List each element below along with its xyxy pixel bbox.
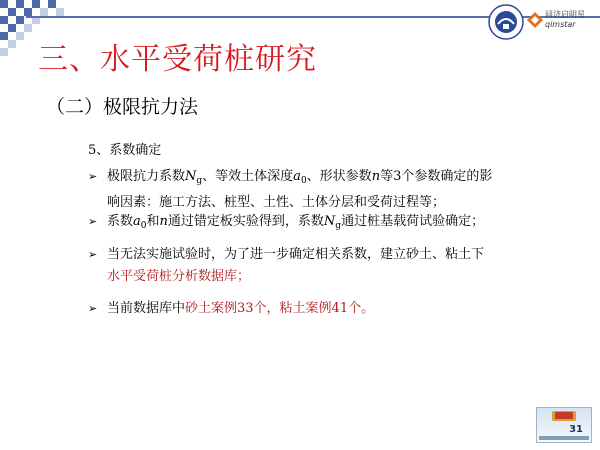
bullet-line <box>107 244 558 266</box>
text-run: 通过桩基载荷试验确定； <box>341 214 485 229</box>
firm-name-cn: 同济启明星 <box>545 10 585 19</box>
page-number-box <box>536 407 592 443</box>
text-run: 当无法实施试验时，为了进一步确定相关系数，建立砂土、粘土下 <box>107 247 485 262</box>
arrow-bullet-icon: ➢ <box>88 302 98 315</box>
bullet-line <box>107 166 558 192</box>
text-run: 水平受荷桩分析数据库； <box>107 269 251 284</box>
text-run: a <box>133 214 141 229</box>
bullet-item <box>88 166 558 214</box>
text-run: 当前数据库中 <box>107 301 186 316</box>
footer-strip <box>539 436 589 440</box>
footer-badge <box>552 411 576 421</box>
firm-name-en: qimstar <box>545 20 576 29</box>
firm-logo <box>527 6 597 36</box>
text-run: a <box>293 169 301 184</box>
star-logo-icon <box>527 12 543 28</box>
page-number: 31 <box>569 424 583 435</box>
bullet-line <box>107 211 558 237</box>
bullet-item <box>88 298 558 320</box>
text-run: 0 <box>300 176 307 186</box>
bullet-line <box>107 266 558 288</box>
text-run: 极限抗力系数 <box>107 169 186 184</box>
bullet-text <box>107 298 558 320</box>
text-run: g <box>335 221 342 231</box>
text-run: 、等效土体深度 <box>202 169 294 184</box>
slide-subtitle: （二）极限抗力法 <box>46 96 199 118</box>
text-run: g <box>196 176 203 186</box>
text-run: N <box>323 214 336 229</box>
text-run: 和 <box>146 214 160 229</box>
text-run: n <box>159 214 168 229</box>
arrow-bullet-icon: ➢ <box>88 215 98 228</box>
section-heading: 5、系数确定 <box>88 143 162 158</box>
bullet-item <box>88 244 558 288</box>
bullet-item <box>88 211 558 237</box>
text-run: 砂土案例33个，粘土案例41个。 <box>185 301 375 316</box>
university-seal-logo <box>488 4 524 40</box>
text-run: 等3个参数确定的影 <box>380 169 493 184</box>
text-run: 0 <box>140 221 147 231</box>
bullet-line <box>107 298 558 320</box>
bullet-text <box>107 244 558 288</box>
bullet-text <box>107 211 558 237</box>
text-run: 通过错定板实验得到，系数 <box>167 214 324 229</box>
text-run: 、形状参数 <box>306 169 372 184</box>
text-run: N <box>185 169 197 184</box>
text-run: n <box>371 169 381 184</box>
arrow-bullet-icon: ➢ <box>88 170 98 183</box>
bullet-text <box>107 166 558 214</box>
arrow-bullet-icon: ➢ <box>88 248 98 261</box>
text-run: 系数 <box>107 214 134 229</box>
slide-title: 三、水平受荷桩研究 <box>38 42 317 77</box>
text-run: 响因素：施工方法、桩型、土性、土体分层和受荷过程等； <box>107 195 446 210</box>
